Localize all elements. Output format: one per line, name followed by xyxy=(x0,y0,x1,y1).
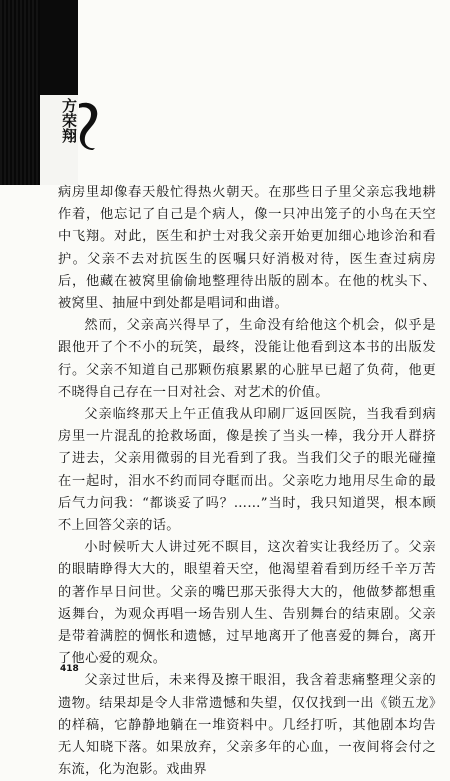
paragraph: 父亲过世后，未来得及擦干眼泪，我含着悲痛整理父亲的遗物。结果却是令人非常遗憾和失望，仅仅找到一出《锁五龙》的样稿，它静静地躺在一堆资料中。几经打听，其他剧本均告无人知晓下落。如果放弃，父亲多年的心血，一夜间将会付之东流，化为泡影。戏曲界 xyxy=(58,673,436,778)
page-number: 418 xyxy=(60,664,79,674)
paragraph: 病房里却像春天般忙得热火朝天。在那些日子里父亲忘我地耕作着，他忘记了自己是个病人，像一只冲出笼子的小鸟在天空中飞翔。对此，医生和护士对我父亲开始更加细心地诊治和看护。父亲不去对抗医生的医嘱只好消极对待，医生查过病房后，他藏在被窝里偷偷地整理待出版的剧本。在他的枕头下、被窝里、抽屉中到处都是唱词和曲谱。 xyxy=(58,185,436,312)
band-texture xyxy=(0,0,40,185)
paragraph: 小时候听大人讲过死不瞑目，这次着实让我经历了。父亲的眼睛睁得大大的，眼望着天空，他渴望着看到历经千辛万苦的著作早日问世。父亲的嘴巴那天张得大大的，他做梦都想重返舞台，为观众再唱一场告别人生、告别舞台的结束剧。父亲是带着满腔的惆怅和遗憾，过早地离开了他喜爱的舞台，离开了他心爱的观众。 xyxy=(58,540,436,667)
side-title: 方荣翔 xyxy=(60,98,78,143)
paragraph: 父亲临终那天上午正值我从印刷厂返回医院，当我看到病房里一片混乱的抢救场面，像是挨了当头一棒，我分开人群挤了进去，父亲用微弱的目光看到了我。当我们父子的眼光碰撞在一起时，泪水不约而同夺眶而出。父亲吃力地用尽生命的最后气力问我：“都谈妥了吗？……”当时，我只知道哭，根本顾不上回答父亲的话。 xyxy=(58,407,436,534)
paragraph: 然而，父亲高兴得早了，生命没有给他这个机会，似乎是跟他开了个不小的玩笑，最终，没能让他看到这本书的出版发行。父亲不知道自己那颗伤痕累累的心脏早已超了负荷，他更不晓得自己存在一日对社会、对艺术的价值。 xyxy=(58,318,436,400)
ribbon-decoration-icon xyxy=(77,100,101,150)
page-body xyxy=(58,182,436,781)
